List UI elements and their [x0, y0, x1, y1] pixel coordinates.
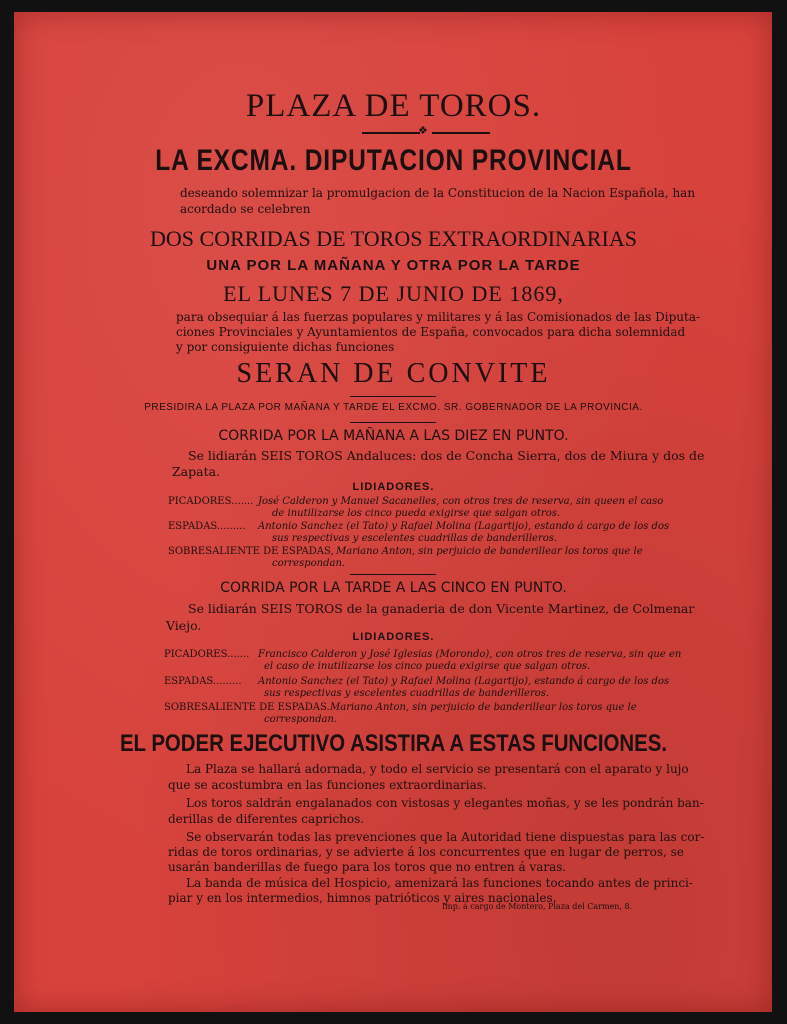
purpose-line-3: y por consiguiente dichas funciones — [176, 340, 395, 354]
paragraph-line-5: Se observarán todas las prevenciones que la Autoridad tiene dispuestas para las cor- — [186, 830, 705, 844]
morning-espadas-line-2: sus respectivas y escelentes cuadrillas de banderilleros. — [272, 533, 558, 544]
convite-heading: SERAN DE CONVITE — [236, 358, 551, 389]
afternoon-sobresaliente-line-2: correspondan. — [264, 714, 338, 725]
poster-title: PLAZA DE TOROS. — [245, 88, 542, 124]
paragraph-line-7: usarán banderillas de fuego para los toros que no entren á varas. — [168, 860, 567, 874]
paragraph-line-3: Los toros saldrán engalanados con vistosas y elegantes moñas, y se les pondrán ban- — [186, 796, 704, 810]
imprint: Imp. á cargo de Montero, Plaza del Carmen, 8. — [442, 902, 633, 911]
paragraph-line-2: que se acostumbra en las funciones extraordinarias. — [168, 778, 487, 792]
afternoon-lidiadores: LIDIADORES. — [352, 631, 435, 643]
paragraph-line-6: ridas de toros ordinarias, y se advierte á los concurrentes que en lugar de perros, se — [168, 845, 684, 859]
afternoon-espadas-line-1: Antonio Sanchez (el Tato) y Rafael Molina (Lagartijo), estando á cargo de los dos — [258, 676, 670, 687]
afternoon-sobresaliente-label: SOBRESALIENTE DE ESPADAS. — [164, 702, 330, 713]
afternoon-espadas-line-2: sus respectivas y escelentes cuadrillas de banderilleros. — [264, 688, 550, 699]
afternoon-espadas-label: ESPADAS......... — [164, 676, 242, 687]
afternoon-picadores-line-1: Francisco Calderon y José Iglesias (Morondo), con otros tres de reserva, sin que en — [258, 649, 682, 660]
afternoon-heading: CORRIDA POR LA TARDE A LAS CINCO EN PUNTO. — [220, 580, 567, 596]
paragraph-line-1: La Plaza se hallará adornada, y todo el servicio se presentará con el aparato y lujo — [186, 762, 689, 776]
morning-picadores-label: PICADORES....... — [168, 496, 254, 507]
paragraph-line-4: derillas de diferentes caprichos. — [168, 812, 365, 826]
morning-heading: CORRIDA POR LA MAÑANA A LAS DIEZ EN PUNTO. — [218, 428, 569, 444]
afternoon-picadores-line-2: el caso de inutilizarse los cinco pueda exigirse que salgan otros. — [264, 661, 591, 672]
divider — [350, 396, 436, 397]
divider — [350, 574, 436, 575]
paragraph-line-9: piar y en los intermedios, himnos patrióticos y aires nacionales. — [168, 891, 557, 905]
afternoon-sobresaliente-line-1: Mariano Anton, sin perjuicio de banderillear los toros que le — [330, 702, 637, 713]
event-subtitle: UNA POR LA MAÑANA Y OTRA POR LA TARDE — [206, 257, 581, 274]
intro-line-2: acordado se celebren — [180, 202, 311, 216]
event-date: EL LUNES 7 DE JUNIO DE 1869, — [223, 281, 564, 306]
poder-ejecutivo-heading: EL PODER EJECUTIVO ASISTIRA A ESTAS FUNCIONES. — [119, 730, 668, 757]
morning-bulls-line-1: Se lidiarán SEIS TOROS Andaluces: dos de Concha Sierra, dos de Miura y dos de — [188, 448, 705, 463]
paragraph-line-8: La banda de música del Hospicio, amenizará las funciones tocando antes de princi- — [186, 876, 693, 890]
afternoon-bulls-line-2: Viejo. — [166, 618, 202, 633]
morning-picadores-line-2: de inutilizarse los cinco pueda exigirse que salgan otros. — [272, 508, 561, 519]
morning-picadores-line-1: José Calderon y Manuel Sacanelles, con otros tres de reserva, sin queen el caso — [258, 496, 664, 507]
morning-espadas-label: ESPADAS......... — [168, 521, 246, 532]
morning-espadas-line-1: Antonio Sanchez (el Tato) y Rafael Molina (Lagartijo), estando á cargo de los dos — [258, 521, 670, 532]
purpose-line-2: ciones Provinciales y Ayuntamientos de España, convocados para dicha solemnidad — [176, 325, 686, 339]
morning-lidiadores: LIDIADORES. — [352, 481, 435, 493]
purpose-line-1: para obsequiar á las fuerzas populares y militares y á las Comisionados de las Diputa- — [176, 310, 701, 324]
afternoon-picadores-label: PICADORES....... — [164, 649, 250, 660]
morning-sobresaliente-label: SOBRESALIENTE DE ESPADAS, — [168, 546, 334, 557]
event-title: DOS CORRIDAS DE TOROS EXTRAORDINARIAS — [150, 226, 637, 251]
intro-line-1: deseando solemnizar la promulgacion de la Constitucion de la Nacion Española, han — [180, 186, 696, 200]
presidency-line: PRESIDIRA LA PLAZA POR MAÑANA Y TARDE EL EXCMO. SR. GOBERNADOR DE LA PROVINCIA. — [144, 402, 643, 413]
ornament-rule-right — [432, 132, 490, 134]
ornament-rule-left — [362, 132, 420, 134]
morning-sobresaliente-line-2: correspondan. — [272, 558, 346, 569]
ornament-icon: ❖ — [418, 124, 428, 137]
afternoon-bulls-line-1: Se lidiarán SEIS TOROS de la ganaderia de don Vicente Martinez, de Colmenar — [188, 601, 695, 616]
heading-diputacion: LA EXCMA. DIPUTACION PROVINCIAL — [155, 144, 632, 177]
divider — [350, 422, 436, 423]
morning-sobresaliente-line-1: Mariano Anton, sin perjuicio de banderillear los toros que le — [336, 546, 643, 557]
morning-bulls-line-2: Zapata. — [172, 464, 221, 479]
